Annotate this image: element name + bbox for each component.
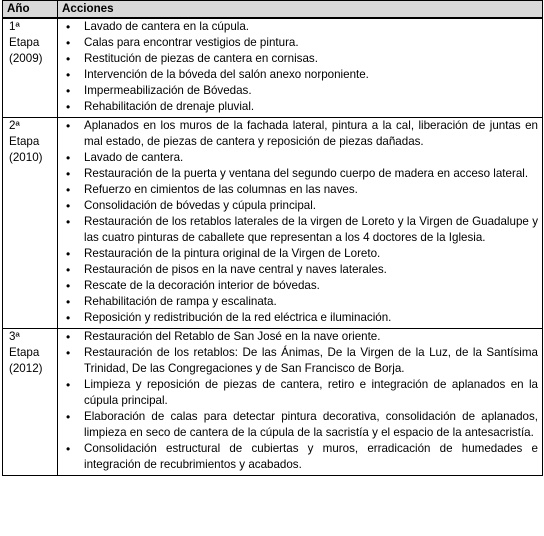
action-item: • Restitución de piezas de cantera en cornisas. — [62, 51, 538, 67]
actions-list — [62, 118, 538, 326]
header-year: Año — [3, 1, 58, 19]
stage-label-line: 1ª — [9, 20, 20, 33]
actions-cell — [58, 118, 543, 329]
action-item: • Consolidación de bóvedas y cúpula principal. — [62, 198, 538, 214]
action-item: • Consolidación estructural de cubiertas y muros, erradicación de humedades e integración de recubrimientos y acabados. — [62, 441, 538, 473]
action-item: • Refuerzo en cimientos de las columnas en las naves. — [62, 182, 538, 198]
action-item: • Elaboración de calas para detectar pintura decorativa, consolidación de aplanados, limpieza en seco de cantera de la cúpula de la sacristía y el espacio de la antesacristía. — [62, 409, 538, 441]
action-item: • Rehabilitación de drenaje pluvial. — [62, 99, 538, 115]
table-row — [3, 18, 543, 118]
stage-label-line: 3ª — [9, 330, 20, 343]
stage-label-line: (2010) — [9, 151, 43, 164]
table-row — [3, 329, 543, 476]
action-item: • Aplanados en los muros de la fachada lateral, pintura a la cal, liberación de juntas en mal estado, de piezas de cantera y reposición de piezas dañadas. — [62, 118, 538, 150]
table-body — [3, 18, 543, 476]
action-item: • Reposición y redistribución de la red eléctrica e iluminación. — [62, 310, 538, 326]
stage-cell — [3, 18, 58, 118]
stage-label-line: (2009) — [9, 52, 43, 65]
action-item: • Impermeabilización de Bóvedas. — [62, 83, 538, 99]
action-item: • Restauración de los retablos laterales de la virgen de Loreto y la Virgen de Guadalupe y las cuatro pinturas de caballete que representan a los 4 doctores de la Iglesia. — [62, 214, 538, 246]
header-actions: Acciones — [58, 1, 543, 19]
action-item: • Limpieza y reposición de piezas de cantera, retiro e integración de aplanados en la cúpula principal. — [62, 377, 538, 409]
action-item: • Calas para encontrar vestigios de pintura. — [62, 35, 538, 51]
actions-list — [62, 19, 538, 115]
stage-cell — [3, 329, 58, 476]
action-item: • Restauración de la puerta y ventana del segundo cuerpo de madera en acceso lateral. — [62, 166, 538, 182]
stage-cell — [3, 118, 58, 329]
action-item: • Rescate de la decoración interior de bóvedas. — [62, 278, 538, 294]
action-item: • Intervención de la bóveda del salón anexo norponiente. — [62, 67, 538, 83]
stages-table — [2, 0, 543, 476]
stage-label-line: Etapa — [9, 346, 40, 359]
action-item: • Lavado de cantera en la cúpula. — [62, 19, 538, 35]
actions-cell — [58, 329, 543, 476]
action-item: • Restauración de los retablos: De las Ánimas, De la Virgen de la Luz, de la Santísima Trinidad, De las Congregaciones y de San Francisco de Borja. — [62, 345, 538, 377]
action-item: • Restauración de pisos en la nave central y naves laterales. — [62, 262, 538, 278]
action-item: • Restauración de la pintura original de la Virgen de Loreto. — [62, 246, 538, 262]
action-item: • Restauración del Retablo de San José en la nave oriente. — [62, 329, 538, 345]
actions-list — [62, 329, 538, 473]
table-header — [3, 1, 543, 19]
stage-label-line: 2ª — [9, 119, 20, 132]
action-item: • Lavado de cantera. — [62, 150, 538, 166]
actions-cell — [58, 18, 543, 118]
table-row — [3, 118, 543, 329]
stage-label-line: Etapa — [9, 36, 40, 49]
header-row — [3, 1, 543, 19]
action-item: • Rehabilitación de rampa y escalinata. — [62, 294, 538, 310]
stage-label-line: (2012) — [9, 362, 43, 375]
stage-label-line: Etapa — [9, 135, 40, 148]
